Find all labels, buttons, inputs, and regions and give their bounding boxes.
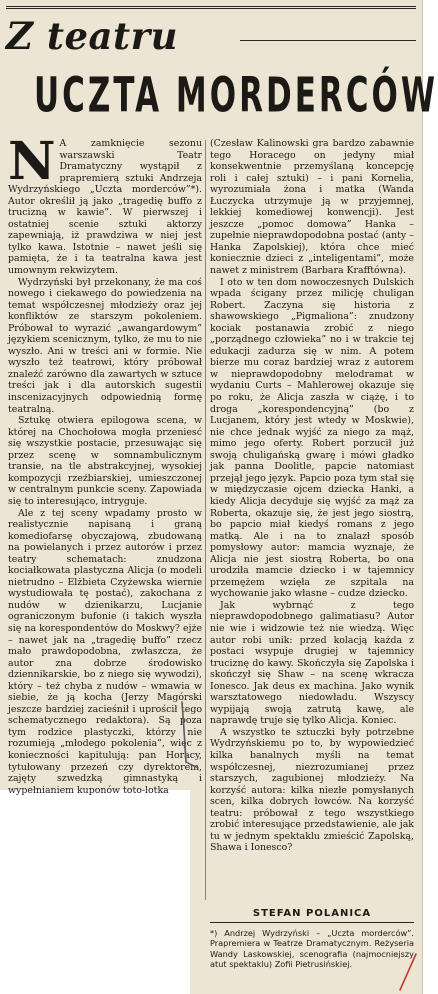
paragraph: Sztukę otwiera epilogowa scena, w której na Chochołowa mogła przeniesć się wszystkie postacie, przesuwając się przez scenę w somnambulicznym transie, na tle abstrakcyjnej, wysokiej kompozycji rzeźbiarskiej, umieszczonej w centralnym punkcie sceny. Zapowiada się to interesująco, intryguje. (8, 415, 202, 507)
section-kicker: Z teatru (6, 14, 178, 58)
column-divider (205, 140, 206, 900)
footnote-rule (210, 922, 414, 923)
paragraph: Wydrzyński był przekonany, że ma coś nowego i ciekawego do powiedzenia na temat współczesnej młodzieży oraz jej konfliktów ze starszym pokoleniem. Próbował to wyrazić „awangardowym” językiem scenicznym, tylko, że mu to nie wyszło. Ani w treści ani w formie. Nie wyszło też teatrowi, który próbował znaleźć zarówno dla zawartych w sztuce treści jak i dla autorskich sugestii inscenizacyjnych odpowiednią formę teatralną. (8, 276, 202, 415)
paragraph: Ale z tej sceny wpadamy prosto w realistycznie napisaną i graną komediofarsę obyczajową, zbudowaną na powielanych i przez autorów i przez teatry schematach: znudzona kociałkowata plastyczna Alicja (o modeli nietrudno – Elżbieta Czyżewska wiernie wystudiowała tę postać), zakochana z nudów w dzienikarzu, Lucjanie ograniczonym bufonie (i takich wyszła się na korespondentów do Moskwy? ejże – nawet jak na „tragedię buffo” rzecz mało prawdopodobna, zwłaszcza, że autor zna dobrze środowisko dziennikarskie, bo z niego się wywodzi), który – też chyba z nudów – wmawia w siebie, że ją kocha (Jerzy Magórski jeszcze bardziej zacieśnił i uprościł tego schematycznego redaktora). Są poza tym rodzice plastyczki, którzy nie rozumieją „młodego pokolenia”, więc z konieczności kapitulują: pan Horacy, tytułowany przezeń czy dyrektorem, zajęty szwedzką gimnastyką i wypełnianiem kuponów toto-lotka (8, 507, 202, 796)
top-rule-second (6, 8, 416, 9)
article-column-left (8, 131, 202, 796)
top-rule (6, 6, 416, 7)
drop-cap: N (8, 131, 56, 192)
red-stroke-icon (396, 952, 420, 992)
article-headline: UCZTA MORDERCÓW (34, 68, 438, 124)
paragraph: A wszystko te sztuczki były potrzebne Wydrzyńskiemu po to, by wypowiedzieć kilka banalnych myśli na temat współczesnej, niezrozumianej przez starszych, zagubionej młodzieży. Na korzyść autora: kilka niezłe pomysłanych scen, kilka dobrych łowców. Na korzyść teatru: próbował z tego wszystkiego zrobić interesujące przedstawienie, ale jak tu w jednym spektaklu zmieścić Zapolską, Shawa i Ionesco? (210, 726, 414, 854)
paragraph: I oto w ten dom nowoczesnych Dulskich wpada ścigany przez milicję chuligan Robert. Zaczyna się historia z shawowskiego „Pigmaliona”: znudzony kociak postanawia zrobić z niego „porządnego człowieka” no i w trakcie tej edukacji zadurza się w nim. A potem bierze mu coraz bardziej wraz z autorem w nieprawdopodobny melodramat w wydaniu Curts – Mahlerowej okazuje się po roku, że Alicja zaszła w ciążę, i to droga „korespondencyjną” (bo z Lucjanem, który jest wtedy w Moskwie), nie chce jednak wyjść za niego za mąż, mimo jego oferty. Robert porzucił już swoją chuligańską gwarę i mówi gładko jak panna Doolitle, papcie natomiast przejął jego język. Papcio poza tym stał się w międzyczasie ojcem dziecka Hanki, a kiedy Alicja decyduje się wyjść za mąż za Roberta, okazuje się, że jest jego siostrą, bo papcio miał kiedyś romans z jego matką. Ale i na to znalazł sposób pomysłowy autor: mamcia wyznaje, że Alicja nie jest siostrą Roberta, bo ona urodziła mamcie dziecko i w tajemnicy przemężem wzięła ze szpitala na wychowanie jako własne – cudze dziecko. (210, 276, 414, 600)
paragraph-text: A zamknięcie sezonu warszawski Teatr Dramatyczny wystąpił z prapremierą sztuki Andrzeja Wydrzyńskiego „Uczta morderców”*). Autor określił ją jako „tragedię buffo z trucizną w kawie”. W pierwszej i ostatniej scenie sztuki aktorzy zapewniają, iż prawdziwa w niej jest tylko kawa. Istotnie – nawet jeśli się pamięta, że i ta teatralna kawa jest umownym rekwizytem. (8, 138, 202, 277)
kicker-rule (240, 40, 416, 41)
article-footnote: *) Andrzej Wydrzyński – „Uczta morderców”. Prapremiera w Teatrze Dramatycznym. Reżyseria Wandy Laskowskiej, scenografia (najmocniejszy atut spektaklu) Zofii Pietrusińskiej. (210, 928, 414, 970)
paragraph: Jak wybrnąć z tego nieprawdopodobnego galimatiasu? Autor nie wie i widzowie też nie wiedzą. Więc autor robi unik: przed kolacją każda z postaci wsypuje drugiej w tajemnicy truciznę do kawy. Skończyła się Zapolska i skończył się Shaw – na scenę wkracza Ionesco. Jak deus ex machina. Jako wynik warsztatowego niedowładu. Wszyscy wypijają swoją zatrutą kawę, ale naprawdę truje się tylko Alicja. Koniec. (210, 599, 414, 727)
paragraph: (Czesław Kalinowski gra bardzo zabawnie tego Horacego on jedyny miał konsekwentnie przemyślaną koncepcję roli i całej sztuki) – i pani Kornelia, wyrozumiała żona i matka (Wanda Łuczycka utrzymuje ją w przyjemnej, lekkiej komediowej konwencji). Jest jeszcze „pomoc domowa” Hanka – zupełnie nieprawdopodobna postać (anty – Hanka Zapolskiej), która chce mieć koniecznie dzieci z „inteligentami”, może nawet z ministrem (Barbara Krafftówna). (210, 138, 414, 277)
author-byline: STEFAN POLANICA (252, 908, 372, 919)
article-column-right (210, 138, 414, 906)
pencil-mark-icon (176, 700, 206, 770)
paragraph-lead (8, 131, 202, 277)
